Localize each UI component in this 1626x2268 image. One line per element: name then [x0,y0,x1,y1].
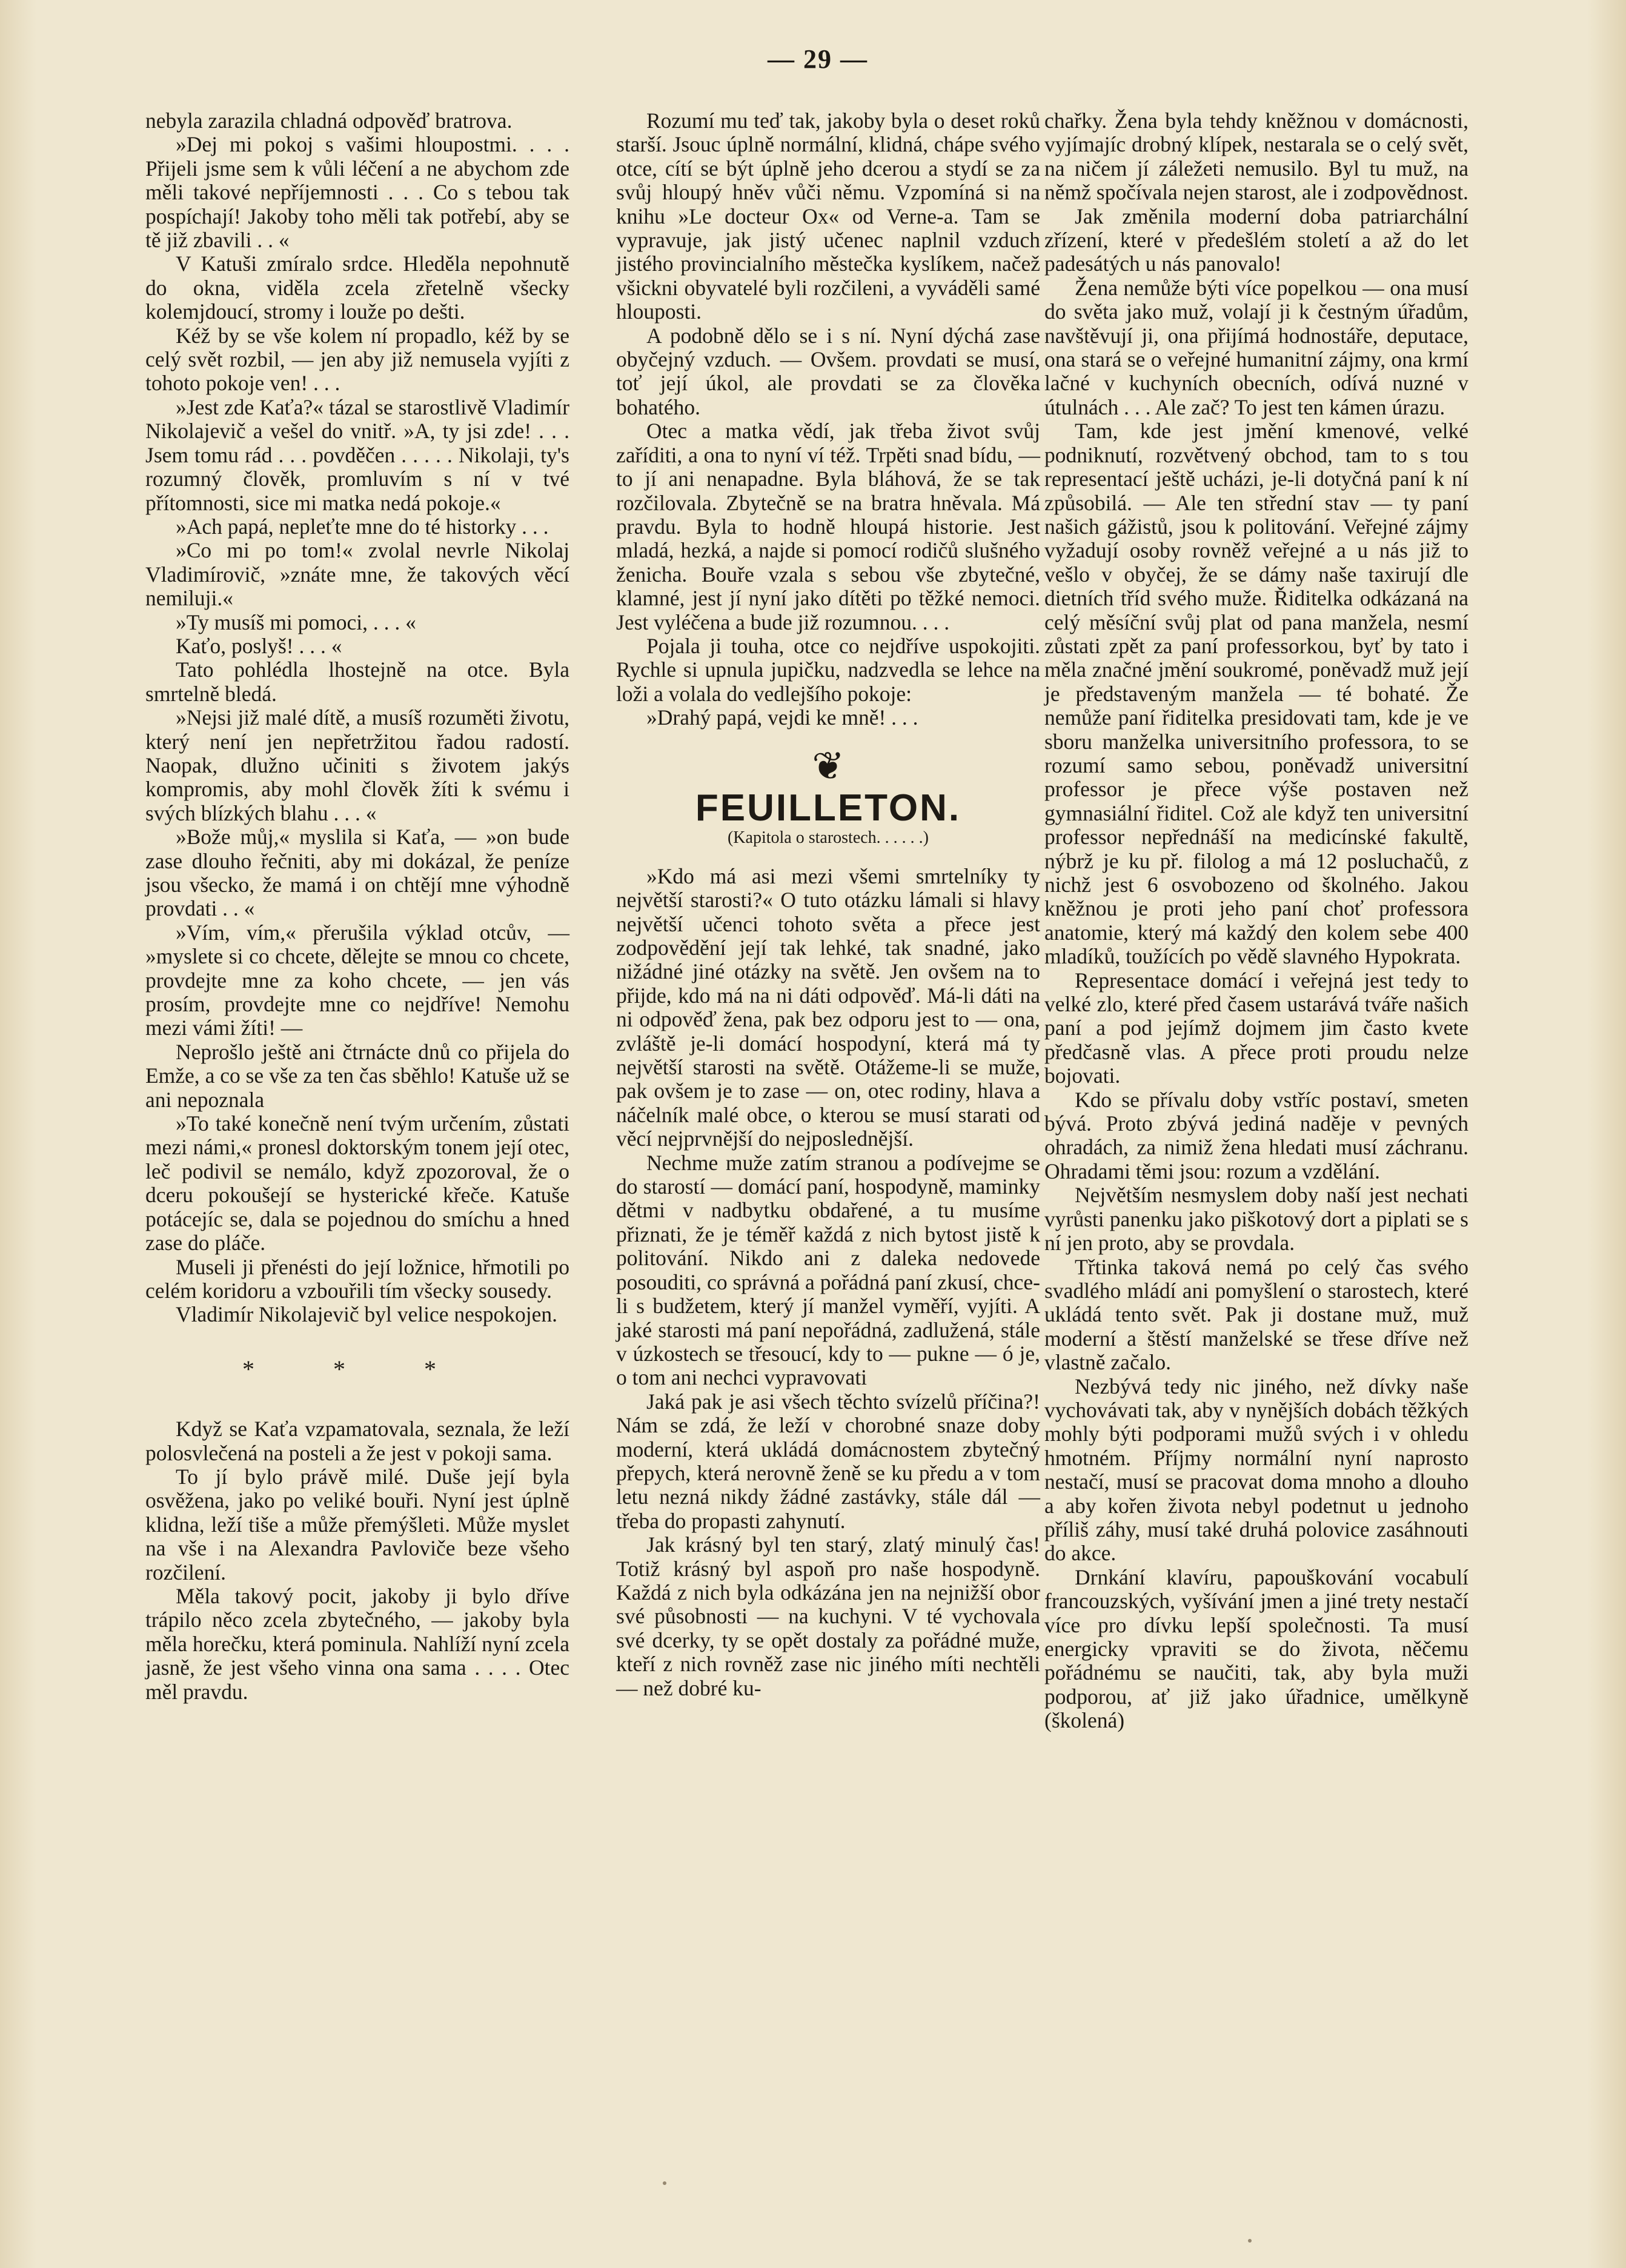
page-number: — 29 — [768,44,868,74]
paragraph: »Ach papá, nepleťte mne do té historky . . . [176,514,549,539]
paragraph: Žena nemůže býti více popelkou — ona musí do světa jako muž, volají ji k čestným úřadům, navštěvují ji, ona přijímá hodnostáře, deputace, ona stará se o veřejné humanitní zájmy, ona krmí lačné v kuchyních obecních, odívá nuzné v útulnách . . . Ale zač? To jest ten kámen úrazu. [1044,275,1468,419]
paragraph: Jak změnila moderní doba patriarchální zřízení, které v předešlém století a až do let padesátých u nás panovalo! [1044,204,1468,276]
paragraph: Vladimír Nikolajevič byl velice nespokojen. [176,1302,557,1327]
paragraph: »Drahý papá, vejdi ke mně! . . . [646,705,918,730]
paragraph: »Vím, vím,« přerušila výklad otcův, — »myslete si co chcete, dělejte se mnou co chcete, provdejte mne za koho chcete, — jen vás prosím, provdejte mne co nejdříve! Nemohu mezi vámi žíti! — [145,920,569,1040]
paper-speck [1248,2239,1252,2243]
paragraph: »To také konečně není tvým určením, zůstati mezi námi,« pronesl doktorským tonem její otec, leč podivil se nemálo, když zpozoroval, že o dceru pokoušejí se hysterické křeče. Katuše potácejíc se, dala se pojednou do smíchu a hned zase do pláče. [145,1111,569,1255]
column-1 [145,109,569,1704]
feuilleton-title: FEUILLETON. [695,786,961,829]
paragraph: Nechme muže zatím stranou a podívejme se do starostí — domácí paní, hospodyně, maminky dětmi v nadbytku obdařené, a tu musíme přiznati, že je téměř každá z nich bytost jistě k politování. Nikdo ani z daleka nedovede posouditi, co správná a pořádná paní zkusí, chce-li s budžetem, který jí manžel vyměří, vyjíti. A jaké starosti má paní nepořádná, zadlužená, stále v úzkostech se třesoucí, kdy to — pukne — ó je, o tom ani nechci vypravovati [616,1150,1040,1390]
paragraph: »Co mi po tom!« zvolal nevrle Nikolaj Vladimírovič, »znáte mne, že takových věcí nemiluji.« [145,538,569,611]
paragraph: »Kdo má asi mezi všemi smrtelníky ty největší starosti?« O tuto otázku lámali si hlavy největší učenci tohoto světa a přece jest zodpovědění její tak lehké, tak snadné, jako nižádné jiné otázky na světě. Jen ovšem na to přijde, kdo má na ni dáti odpověď. Má-li dáti na ni odpověď žena, pak bez odporu jest to — ona, zvláště je-li domácí hospodyní, která má ty největší starosti na světě. Otážeme-li se muže, pak ovšem je to zase — on, otec rodiny, hlava a náčelník malé obce, o kterou se musí starati od věcí nejprvnější do nejposlednější. [616,863,1040,1151]
paragraph: V Katuši zmíralo srdce. Hleděla nepohnutě do okna, viděla zcela zřetelně všecky kolemjdoucí, stromy i louže po dešti. [145,251,569,324]
paragraph: Neprošlo ještě ani čtrnácte dnů co přijela do Emže, a co se vše za ten čas sběhlo! Katuše už se ani nepoznala [145,1039,569,1112]
paragraph: Jak krásný byl ten starý, zlatý minulý čas! Totiž krásný byl aspoň pro naše hospodyně. Každá z nich byla odkázána jen na nejnižší obor své působnosti — na kuchyni. V té vychovala své dcerky, ty se opět dostaly za pořádné muže, kteří z nich rovněž zase nic jiného míti nechtěli — než dobré ku- [616,1532,1040,1700]
paragraph: Museli ji přenésti do její ložnice, hřmotili po celém koridoru a vzbouřili tím všecky sousedy. [145,1254,569,1303]
paragraph: Když se Kaťa vzpamatovala, seznala, že leží polosvlečená na posteli a že jest v pokoji sama. [145,1417,569,1465]
paragraph: nebyla zarazila chladná odpověď bratrova. [145,108,513,133]
paragraph: Jaká pak je asi všech těchto svízelů příčina?! Nám se zdá, že leží v chorobné snaze doby moderní, která ukládá domácnostem zbytečný přepych, která nerovně ženě se ku předu a v tom letu nezná nikdy žádné zastávky, stále dál — třeba do propasti zahynutí. [616,1389,1040,1533]
column-3 [1044,109,1468,1733]
paragraph: Otec a matka vědí, jak třeba život svůj zaříditi, a ona to nyní ví též. Trpěti snad bídu, — to jí ani nenapadne. Byla bláhová, že se tak rozčilovala. Zbytečně se na bratra hněvala. Má pravdu. Byla to hodně hloupá historie. Jest mladá, hezká, a najde si pomocí rodičů slušného ženicha. Bouře vzala s sebou vše zbytečné, klamné, jest jí nyní jako dítěti po těžké nemoci. Jest vyléčena a bude již rozumnou. . . . [616,419,1040,634]
paragraph: »Jest zde Kaťa?« tázal se starostlivě Vladimír Nikolajevič a vešel do vnitř. »A, ty jsi zde! . . . Jsem tomu rád . . . povděčen . . . . . Nikolaji, ty's rozumný člověk, promluvím s ní v tvé přítomnosti, sice mi matka nedá pokoje.« [145,394,569,515]
paragraph: Největším nesmyslem doby naší jest nechati vyrůsti panenku jako piškotový dort a piplati se s ní jen proto, aby se provdala. [1044,1183,1468,1255]
paragraph: Tato pohlédla lhostejně na otce. Byla smrtelně bledá. [145,657,569,706]
paragraph: Třtinka taková nemá po celý čas svého svadlého mládí ani pomyšlení o starostech, které ukládá tento svět. Pak ji dostane muž, muž moderní a štěstí manželské se třese dříve než vlastně začalo. [1044,1254,1468,1375]
paragraph: Representace domácí i veřejná jest tedy to velké zlo, které před časem ustarává tváře našich paní a pod jejímž dojmem jim často kvete předčasně vlas. A přece proti proudu nelze bojovati. [1044,968,1468,1088]
paragraph: Kaťo, poslyš! . . . « [176,633,342,658]
paragraph: »Ty musíš mi pomoci, . . . « [176,610,416,634]
feuilleton-subtitle: (Kapitola o starostech. . . . . .) [727,828,929,848]
paragraph: Kéž by se vše kolem ní propadlo, kéž by se celý svět rozbil, — jen aby již nemusela vyjíti z tohoto pokoje ven! . . . [145,323,569,396]
paragraph: Rozumí mu teď tak, jakoby byla o deset roků starší. Jsouc úplně normální, klidná, chápe svého otce, cítí se být úplně jeho dcerou a stydí se za svůj hloupý hněv vůči němu. Vzpomíná si na knihu »Le docteur Ox« od Verne-a. Tam se vypravuje, jak jistý učenec naplnil vzduch jistého provincialního městečka kyslíkem, načež všickni obyvatelé byli rozčileni, a vyváděli samé hlouposti. [616,108,1040,324]
paragraph: chařky. Žena byla tehdy kněžnou v domácnosti, vyjímajíc drobný klípek, nestarala se o celý svět, na ničem jí záležeti nemusilo. Byl tu muž, na němž spočívala nejen starost, ale i zodpovědnost. [1044,108,1468,205]
paragraph: »Dej mi pokoj s vašimi hloupostmi. . . . Přijeli jsme sem k vůli léčení a ne abychom zde měli takové nepříjemnosti . . . Co s tebou tak pospíchají! Jakoby toho měli tak potřebí, aby se tě již zbavili . . « [145,132,569,253]
paragraph: »Bože můj,« myslila si Kaťa, — »on bude zase dlouho řečniti, aby mi dokázal, že peníze jsou všecko, že mamá i on chtějí mne výhodně provdati . . « [145,825,569,921]
paragraph: »Nejsi již malé dítě, a musíš rozuměti životu, který není jen nepřetržitou řadou radostí. Naopak, dlužno učiniti s životem jakýs kompromis, aby mohl člověk žíti k svému i svých blízkých blahu . . . « [145,705,569,825]
fleuron-ornament-icon: ❦ [812,744,845,788]
paragraph: Měla takový pocit, jakoby ji bylo dříve trápilo něco zcela zbytečného, — jakoby byla měla horečku, která pominula. Nahlíží nyní zcela jasně, že jest všeho vinna ona sama . . . . Otec měl pravdu. [145,1583,569,1704]
paragraph: Tam, kde jest jmění kmenové, velké podniknutí, rozvětvený obchod, tam to s tou representací ještě ucházi, je-li dotyčná paní k ní způsobilá. — Ale ten střední stav — ty paní našich gážistů, jsou k politování. Veřejné zájmy vyžadují osoby rovněž veřejné a u nás již to vešlo v obyčej, že se dámy naše taxirují dle dietních tříd svého muže. Řiditelka odkázaná na celý měsíční svůj plat od pana manžela, nesmí zůstati zpět za paní professorkou, byť by tato i měla značné jmění soukromé, poněvadž muž její je představeným manžela — té bohaté. Že nemůže paní řiditelka presidovati tam, kde je ve sboru manželka universitního professora, to se rozumí samo sebou, poněvadž universitní professor je přece výše postaven než gymnasiální řiditel. Což ale když ten universitní professor nepřednáší na medicínské fakultě, nýbrž je ku př. filolog a má 12 posluchačů, z nichž jest 6 osvobozeno od školného. Jakou kněžnou je proti jeho paní choť professora anatomie, který má každý den kolem sebe 400 mladíků, toužících po vědě slavného Hypokrata. [1044,419,1468,969]
paragraph: Kdo se přívalu doby vstříc postaví, smeten bývá. Proto zbývá jediná naděje v pevných ohradách, za nimiž žena hledati musí záchranu. Ohradami těmi jsou: rozum a vzdělání. [1044,1087,1468,1183]
paragraph: To jí bylo právě milé. Duše její byla osvěžena, jako po veliké bouři. Nyní jest úplně klidna, leží tiše a může přemýšleti. Může myslet na vše i na Alexandra Pavloviče beze všeho rozčilení. [145,1464,569,1585]
paragraph: Drnkání klavíru, papouškování vocabulí francouzských, vyšívání jmen a jiné trety nestačí více pro dívku lepší společnosti. Ta musí energicky vpraviti se do života, něčemu pořádnému se naučiti, tak, aby byla muži podporou, ať již jako úřadnice, umělkyně (školená) [1044,1565,1468,1733]
section-separator: * * * [242,1355,473,1383]
paragraph: A podobně dělo se i s ní. Nyní dýchá zase obyčejný vzduch. — Ovšem. provdati se musí, toť její úkol, ale provdati se za člověka bohatého. [616,323,1040,419]
column-2 [616,109,1040,1700]
paper-speck [663,2181,666,2185]
paragraph: Pojala ji touha, otce co nejdříve uspokojiti. Rychle si upnula jupičku, nadzvedla se lehce na loži a volala do vedlejšího pokoje: [616,633,1040,706]
paragraph: Nezbývá tedy nic jiného, než dívky naše vychovávati tak, aby v nynějších dobách těžkých mohly býti podporami mužů svých i v ohledu hmotném. Příjmy normální nyní naprosto nestačí, musí se pracovat doma mnoho a dlouho a aby kořen života nebyl podetnut u jednoho příliš záhy, musí také druhá polovice zasáhnouti do akce. [1044,1374,1468,1566]
